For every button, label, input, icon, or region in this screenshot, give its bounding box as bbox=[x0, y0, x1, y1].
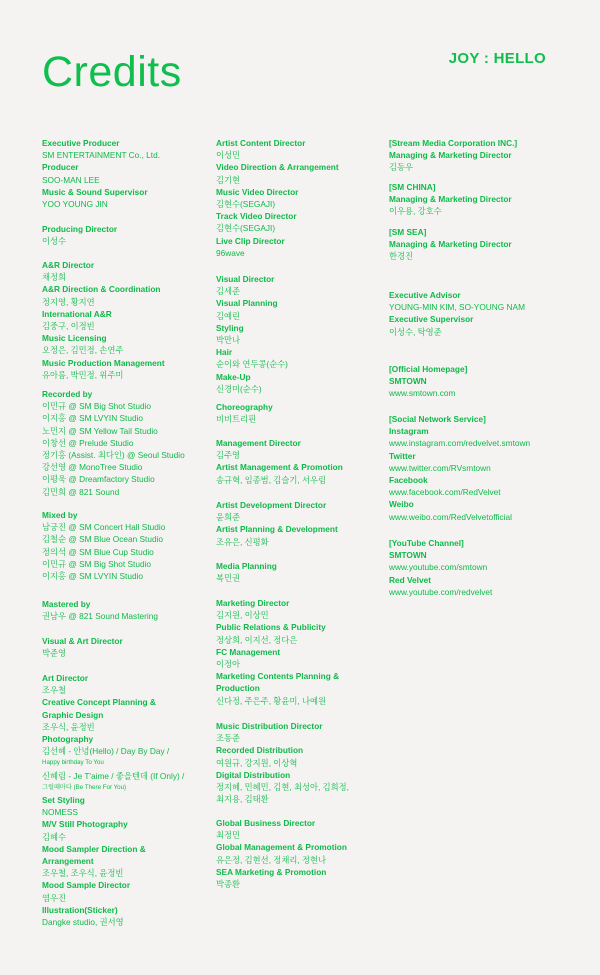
credit-block bbox=[42, 137, 160, 210]
credit-block bbox=[216, 597, 339, 707]
credit-role: [SM SEA] bbox=[389, 227, 427, 237]
credit-name: 김기현 bbox=[216, 174, 241, 185]
credit-block bbox=[216, 499, 338, 548]
credit-name: 신혜림 - Je T'aime / 좋을텐데 (If Only) / bbox=[42, 770, 185, 781]
credit-name: 조우식, 윤정빈 bbox=[42, 721, 95, 732]
credit-role: Marketing Contents Planning & bbox=[216, 671, 340, 682]
credit-block bbox=[389, 226, 512, 263]
credit-role: Hair bbox=[216, 347, 233, 358]
credit-name: 김지원, 이상민 bbox=[216, 610, 269, 621]
credit-name: 이성민 bbox=[216, 150, 241, 161]
credit-name: 남궁진 @ SM Concert Hall Studio bbox=[42, 522, 166, 533]
credit-role: FC Management bbox=[216, 646, 281, 657]
credit-name: Dangke studio, 권서영 bbox=[42, 917, 124, 928]
credit-name: 오정은, 김민정, 손연주 bbox=[42, 345, 124, 356]
credit-name: 정의석 @ SM Blue Cup Studio bbox=[42, 546, 154, 557]
credit-name: SM ENTERTAINMENT Co., Ltd. bbox=[42, 150, 161, 161]
credit-role: SMTOWN bbox=[389, 376, 427, 387]
credit-role: Instagram bbox=[389, 426, 429, 437]
credit-name: www.facebook.com/RedVelvet bbox=[389, 487, 501, 498]
credit-block bbox=[216, 817, 347, 890]
credit-name: 김중구, 이정빈 bbox=[42, 321, 95, 332]
credit-block bbox=[389, 181, 512, 218]
credit-name: 박준영 bbox=[42, 648, 67, 659]
credit-role: Music & Sound Supervisor bbox=[42, 186, 148, 197]
credit-name: 96wave bbox=[216, 247, 245, 258]
credit-name: 박만나 bbox=[216, 335, 241, 346]
credit-role: International A&R bbox=[42, 308, 112, 319]
credit-name: 김동우 bbox=[389, 162, 414, 173]
credit-name: 김민희 @ 821 Sound bbox=[42, 486, 120, 497]
credit-role: A&R Director bbox=[42, 260, 95, 270]
credit-role: Artist Management & Promotion bbox=[216, 462, 343, 473]
credit-role: Video Direction & Arrangement bbox=[216, 162, 339, 173]
credit-name: 이우용, 강호수 bbox=[389, 206, 442, 217]
credit-block bbox=[389, 537, 492, 598]
credit-block bbox=[216, 401, 273, 425]
credit-block bbox=[42, 259, 165, 381]
credit-name: 김예린 bbox=[216, 310, 241, 321]
credit-role: M/V Still Photography bbox=[42, 819, 128, 830]
credit-block bbox=[42, 635, 123, 659]
credit-name: 정지혜, 민혜민, 김현, 최성아, 김희정, bbox=[216, 782, 349, 793]
credit-name: www.youtube.com/smtown bbox=[389, 562, 488, 573]
credit-name: 김철순 @ SM Blue Ocean Studio bbox=[42, 534, 164, 545]
credit-name: 복민권 bbox=[216, 573, 241, 584]
credit-role: Creative Concept Planning & bbox=[42, 697, 156, 708]
credit-name: 박종환 bbox=[216, 879, 241, 890]
credit-role: [SM CHINA] bbox=[389, 182, 436, 192]
credit-role: SEA Marketing & Promotion bbox=[216, 866, 327, 877]
credit-block bbox=[389, 289, 525, 338]
credit-block bbox=[42, 672, 184, 928]
credit-name: 한경진 bbox=[389, 251, 414, 262]
credit-name: 염우진 bbox=[42, 892, 67, 903]
credit-block bbox=[216, 437, 343, 486]
credit-role: Art Director bbox=[42, 673, 89, 683]
credit-role: Marketing Director bbox=[216, 598, 290, 608]
credit-role: Recorded Distribution bbox=[216, 745, 304, 756]
credit-role: Executive Supervisor bbox=[389, 314, 474, 325]
credit-name: 김주영 bbox=[216, 450, 241, 461]
credit-role: Mixed by bbox=[42, 510, 78, 520]
credit-role: Choreography bbox=[216, 402, 273, 412]
credit-name: 이민규 @ SM Big Shot Studio bbox=[42, 558, 152, 569]
credit-name: 이지홍 @ SM LVYIN Studio bbox=[42, 571, 144, 582]
credit-block bbox=[389, 363, 467, 400]
credit-name: www.smtown.com bbox=[389, 388, 456, 399]
credit-name: 유아름, 박민정, 위주미 bbox=[42, 369, 124, 380]
credit-role: SMTOWN bbox=[389, 550, 427, 561]
credit-name: www.youtube.com/redvelvet bbox=[389, 586, 493, 597]
credit-name: 이지홍 @ SM LVYIN Studio bbox=[42, 413, 144, 424]
credit-block bbox=[216, 560, 277, 584]
credit-block bbox=[42, 598, 158, 622]
credit-role: Graphic Design bbox=[42, 709, 104, 720]
credit-name: 윤희준 bbox=[216, 512, 241, 523]
credit-name: 최지용, 김태환 bbox=[216, 794, 269, 805]
credit-name: 강선영 @ MonoTree Studio bbox=[42, 462, 143, 473]
credit-role: Weibo bbox=[389, 499, 414, 510]
credit-name: SOO-MAN LEE bbox=[42, 174, 100, 185]
credit-name: 권남우 @ 821 Sound Mastering bbox=[42, 611, 158, 622]
credit-role: [Stream Media Corporation INC.] bbox=[389, 138, 518, 148]
credit-role: Music Distribution Director bbox=[216, 721, 323, 731]
credit-role: Executive Producer bbox=[42, 138, 120, 148]
credit-name: 김선혜 - 안녕(Hello) / Day By Day / bbox=[42, 746, 170, 757]
credit-role: Styling bbox=[216, 322, 244, 333]
credit-role: Music Video Director bbox=[216, 186, 299, 197]
credit-role: Artist Content Director bbox=[216, 138, 306, 148]
credit-name: YOUNG-MIN KIM, SO-YOUNG NAM bbox=[389, 302, 525, 313]
credit-name: 여원규, 강지원, 이상혁 bbox=[216, 757, 298, 768]
credit-name: www.twitter.com/RVsmtown bbox=[389, 462, 491, 473]
credit-role: Management Director bbox=[216, 438, 301, 448]
credit-name: 순이와 연두콩(순수) bbox=[216, 359, 288, 370]
credit-name: www.weibo.com/RedVelvetofficial bbox=[389, 511, 512, 522]
credit-role: Media Planning bbox=[216, 561, 277, 571]
credit-role: Music Licensing bbox=[42, 333, 107, 344]
credit-name: 신경미(순수) bbox=[216, 383, 262, 394]
credit-role: Track Video Director bbox=[216, 211, 297, 222]
credit-name: 김세준 bbox=[216, 286, 241, 297]
credit-role: Mood Sample Director bbox=[42, 880, 131, 891]
credit-name: 이창선 @ Prelude Studio bbox=[42, 437, 134, 448]
credit-role: Make-Up bbox=[216, 371, 251, 382]
credit-name: 김현수(SEGAJI) bbox=[216, 223, 276, 234]
credit-name: 이성수 bbox=[42, 236, 67, 247]
credit-role: Producing Director bbox=[42, 224, 118, 234]
credit-name: 신다정, 주은주, 황윤미, 나예원 bbox=[216, 695, 327, 706]
credit-role: Public Relations & Publicity bbox=[216, 622, 326, 633]
credit-name: 최정민 bbox=[216, 830, 241, 841]
credit-role: [Official Homepage] bbox=[389, 364, 468, 374]
credit-name: 노민지 @ SM Yellow Tail Studio bbox=[42, 425, 158, 436]
credit-name: 정지영, 황지연 bbox=[42, 296, 95, 307]
credit-role: Managing & Marketing Director bbox=[389, 194, 512, 205]
credit-name: 정상희, 이지선, 정다은 bbox=[216, 634, 298, 645]
credit-name: 채정희 bbox=[42, 272, 67, 283]
credit-role: Facebook bbox=[389, 475, 428, 486]
credit-block bbox=[42, 509, 165, 582]
credit-block bbox=[389, 137, 517, 174]
credit-name: 송규혁, 임종범, 김슬기, 서우림 bbox=[216, 474, 327, 485]
credit-role: [YouTube Channel] bbox=[389, 538, 464, 548]
credit-name: 김현수(SEGAJI) bbox=[216, 199, 276, 210]
credit-name: 그럴때마다 (Be There For You) bbox=[42, 783, 127, 791]
page-title: Credits bbox=[42, 48, 182, 96]
credit-name: NOMESS bbox=[42, 807, 78, 818]
credit-role: Managing & Marketing Director bbox=[389, 239, 512, 250]
credit-name: 조유은, 신평화 bbox=[216, 536, 269, 547]
album-title: JOY : HELLO bbox=[448, 50, 546, 67]
credit-role: Producer bbox=[42, 162, 79, 173]
credit-role: A&R Direction & Coordination bbox=[42, 284, 161, 295]
credit-role: Illustration(Sticker) bbox=[42, 904, 118, 915]
credit-role: Visual Director bbox=[216, 274, 275, 284]
credit-role: Artist Planning & Development bbox=[216, 524, 338, 535]
credit-role: Mood Sampler Direction & bbox=[42, 843, 146, 854]
credit-name: Happy birthday To You bbox=[42, 759, 104, 767]
credit-role: Recorded by bbox=[42, 389, 93, 399]
credit-role: Executive Advisor bbox=[389, 290, 461, 300]
credit-role: [Social Network Service] bbox=[389, 414, 486, 424]
credit-role: Managing & Marketing Director bbox=[389, 150, 512, 161]
credit-role: Live Clip Director bbox=[216, 235, 285, 246]
credit-name: 조동준 bbox=[216, 733, 241, 744]
credit-role: Digital Distribution bbox=[216, 769, 291, 780]
credit-role: Visual & Art Director bbox=[42, 636, 123, 646]
credit-role: Twitter bbox=[389, 450, 416, 461]
credit-role: Artist Development Director bbox=[216, 500, 327, 510]
credit-role: Arrangement bbox=[42, 856, 94, 867]
credit-name: www.instagram.com/redvelvet.smtown bbox=[389, 438, 531, 449]
credit-block bbox=[42, 223, 117, 247]
credit-name: 이평욱 @ Dreamfactory Studio bbox=[42, 474, 155, 485]
credit-name: 비비트리핀 bbox=[216, 414, 257, 425]
credit-role: Global Management & Promotion bbox=[216, 842, 347, 853]
credit-role: Mastered by bbox=[42, 599, 91, 609]
credit-block bbox=[42, 388, 185, 498]
credit-name: 조우철 bbox=[42, 685, 67, 696]
credit-name: 정기홍 (Assist. 최다인) @ Seoul Studio bbox=[42, 450, 185, 461]
credit-role: Red Velvet bbox=[389, 574, 431, 585]
credit-role: Global Business Director bbox=[216, 818, 316, 828]
credit-role: Production bbox=[216, 683, 260, 694]
credit-block bbox=[216, 273, 288, 395]
credit-block bbox=[216, 137, 339, 259]
credit-block bbox=[389, 413, 530, 523]
credit-name: 이민규 @ SM Big Shot Studio bbox=[42, 401, 152, 412]
credit-name: 이성수, 탁영준 bbox=[389, 326, 442, 337]
credit-role: Music Production Management bbox=[42, 357, 165, 368]
credit-name: YOO YOUNG JIN bbox=[42, 199, 108, 210]
credit-role: Photography bbox=[42, 734, 94, 745]
credit-name: 이정아 bbox=[216, 659, 241, 670]
credit-name: 김혜수 bbox=[42, 831, 67, 842]
credit-role: Set Styling bbox=[42, 795, 85, 806]
credit-role: Visual Planning bbox=[216, 298, 278, 309]
credit-name: 유은정, 김현선, 정채리, 정현나 bbox=[216, 854, 327, 865]
credit-block bbox=[216, 720, 349, 805]
credit-name: 조우철, 조우식, 윤정빈 bbox=[42, 868, 124, 879]
